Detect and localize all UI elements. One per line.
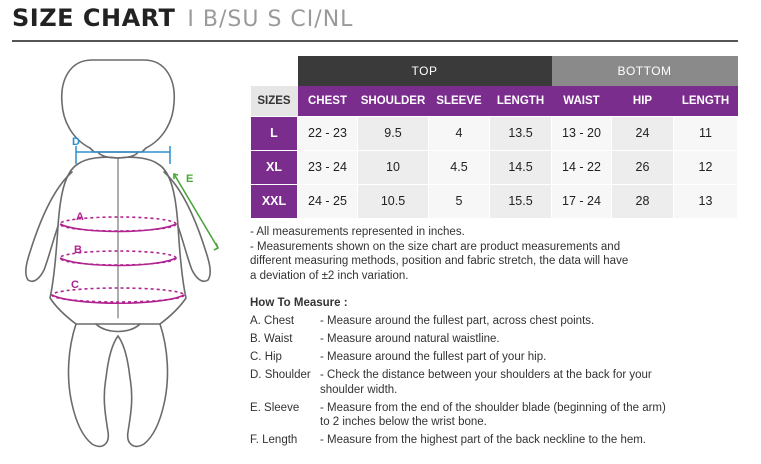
measure-description: - Measure around the fullest part of your hip.	[320, 351, 547, 363]
table-cell: 13	[674, 184, 738, 218]
group-header-row	[251, 56, 738, 86]
table-cell: 13.5	[490, 116, 552, 150]
list-item	[250, 368, 750, 397]
col-hip: HIP	[612, 86, 674, 116]
group-spacer	[251, 56, 298, 86]
table-row	[251, 184, 738, 218]
table-cell: 26	[612, 150, 674, 184]
col-top-length: LENGTH	[490, 86, 552, 116]
crotch-outline	[96, 324, 140, 332]
note-line: - Measurements shown on the size chart are product measurements and different measuring methods, position and fabric stretch, the data will have a deviation of ±2 inch variation.	[250, 240, 629, 282]
measure-description: - Measure from the end of the shoulder blade (beginning of the arm) to 2 inches below the wrist bone.	[320, 401, 666, 428]
label-c: C	[71, 279, 79, 291]
col-shoulder: SHOULDER	[358, 86, 429, 116]
group-bottom: BOTTOM	[552, 56, 738, 86]
table-cell: 23 - 24	[298, 150, 358, 184]
table-cell: 10.5	[358, 184, 429, 218]
table-cell: 24 - 25	[298, 184, 358, 218]
label-b: B	[74, 244, 82, 256]
title-divider	[12, 40, 738, 42]
table-row	[251, 150, 738, 184]
list-item	[250, 401, 750, 430]
list-item	[250, 314, 750, 329]
table-cell: 28	[612, 184, 674, 218]
list-item	[250, 332, 750, 347]
table-cell: 4.5	[429, 150, 490, 184]
label-d: D	[72, 136, 80, 148]
table-cell: 11	[674, 116, 738, 150]
table-row	[251, 116, 738, 150]
column-header-row	[251, 86, 738, 116]
size-label: XXL	[251, 184, 298, 218]
measure-label: E. Sleeve	[250, 401, 300, 414]
size-label: L	[251, 116, 298, 150]
list-item	[250, 433, 750, 448]
list-item	[250, 350, 750, 365]
table-cell: 4	[429, 116, 490, 150]
label-e: E	[186, 173, 194, 185]
page-title	[12, 4, 353, 40]
group-top: TOP	[298, 56, 552, 86]
sleeve-line	[174, 174, 218, 248]
size-table	[250, 56, 738, 219]
measure-label: F. Length	[250, 434, 298, 446]
table-cell: 9.5	[358, 116, 429, 150]
measure-description: - Check the distance between your shoulders at the back for your shoulder width.	[320, 369, 652, 396]
table-cell: 14 - 22	[552, 150, 612, 184]
measure-label: A. Chest	[250, 315, 295, 327]
measure-description: - Measure around the fullest part, across chest points.	[320, 315, 595, 327]
col-sizes: SIZES	[251, 86, 298, 116]
table-cell: 14.5	[490, 150, 552, 184]
label-a: A	[76, 211, 84, 223]
col-bottom-length: LENGTH	[674, 86, 738, 116]
measure-label: B. Waist	[250, 333, 293, 345]
col-chest: CHEST	[298, 86, 358, 116]
size-chart-title: SIZE CHART	[12, 4, 176, 32]
left-leg-outline	[69, 324, 118, 446]
measure-description: - Measure from the highest part of the back neckline to the hem.	[320, 434, 647, 446]
how-to-measure-title: How To Measure :	[250, 297, 348, 309]
right-leg-outline	[118, 324, 167, 446]
table-cell: 13 - 20	[552, 116, 612, 150]
table-cell: 17 - 24	[552, 184, 612, 218]
baby-measurement-figure	[10, 48, 232, 460]
table-cell: 5	[429, 184, 490, 218]
size-label: XL	[251, 150, 298, 184]
col-waist: WAIST	[552, 86, 612, 116]
table-cell: 10	[358, 150, 429, 184]
measure-label: C. Hip	[250, 351, 282, 363]
size-chart-subtitle: I B/SU S CI/NL	[187, 7, 354, 32]
measure-label: D. Shoulder	[250, 369, 311, 381]
notes-block	[250, 225, 750, 283]
table-cell: 15.5	[490, 184, 552, 218]
table-cell: 22 - 23	[298, 116, 358, 150]
measure-description: - Measure around natural waistline.	[320, 333, 500, 345]
table-cell: 24	[612, 116, 674, 150]
how-to-measure-list	[250, 314, 750, 451]
note-line: - All measurements represented in inches.	[250, 226, 465, 238]
col-sleeve: SLEEVE	[429, 86, 490, 116]
table-cell: 12	[674, 150, 738, 184]
